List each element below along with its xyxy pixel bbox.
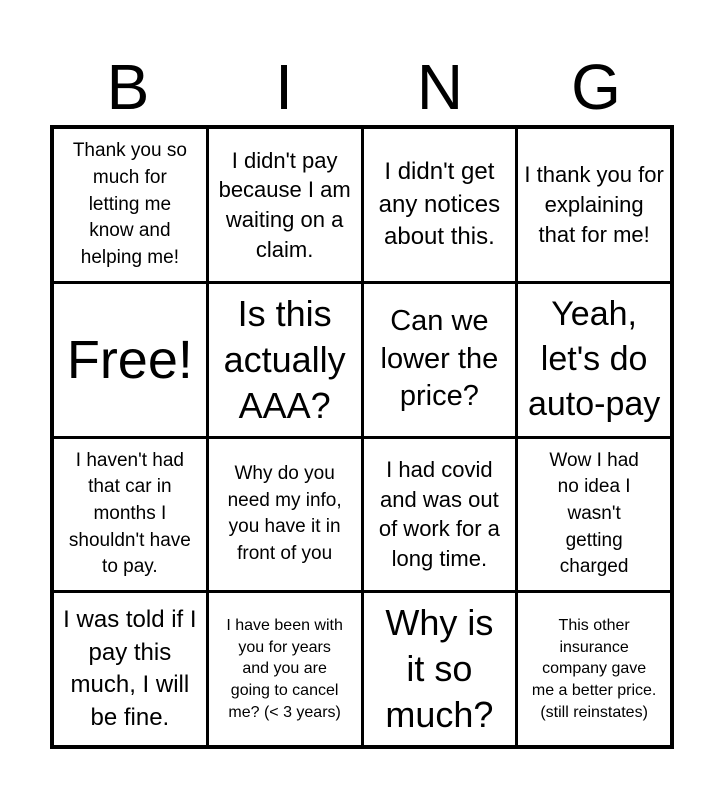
header-letter-i: I — [275, 51, 293, 123]
header-letter-b: B — [106, 51, 150, 123]
cell-text: I have been with you for years and you are going to cancel me? (< 3 years) — [226, 617, 343, 721]
bingo-cell-r2-c1[interactable] — [54, 284, 206, 436]
cell-text: Is this actually AAA? — [223, 292, 346, 426]
bingo-cell-r4-c2[interactable] — [209, 593, 361, 745]
bingo-cell-r1-c1[interactable] — [54, 129, 206, 281]
cell-text: Why do you need my info, you have it in front of you — [227, 463, 342, 564]
cell-text: This other insurance company gave me a better price.(still reinstates) — [531, 617, 657, 721]
bingo-cell-r1-c3[interactable] — [364, 129, 516, 281]
cell-text: I haven't had that car in months I shouldn't have to pay. — [68, 449, 191, 578]
bingo-cell-r4-c4[interactable] — [518, 593, 670, 745]
header-letter-g: G — [571, 51, 621, 123]
cell-text: I had covid and was out of work for a long time. — [378, 457, 500, 572]
cell-text: Yeah, let's do auto-pay — [527, 295, 661, 424]
bingo-header — [50, 52, 674, 122]
bingo-cell-r2-c4[interactable] — [518, 284, 670, 436]
bingo-cell-r2-c2[interactable] — [209, 284, 361, 436]
bingo-cell-r2-c3[interactable] — [364, 284, 516, 436]
bingo-cell-r3-c3[interactable] — [364, 439, 516, 591]
cell-text: I thank you for explaining that for me! — [524, 162, 664, 247]
bingo-cell-r3-c4[interactable] — [518, 439, 670, 591]
bingo-cell-r1-c4[interactable] — [518, 129, 670, 281]
bingo-cell-r3-c2[interactable] — [209, 439, 361, 591]
cell-text: I didn't get any notices about this. — [378, 158, 501, 251]
bingo-cell-r1-c2[interactable] — [209, 129, 361, 281]
cell-text: Can we lower the price? — [380, 305, 499, 413]
cell-text: I didn't pay because I am waiting on a claim. — [218, 147, 351, 262]
cell-text: Thank you so much for letting me know and helping me! — [72, 140, 187, 268]
cell-text: Why is it so much? — [385, 602, 494, 736]
bingo-cell-r4-c1[interactable] — [54, 593, 206, 745]
cell-text: I was told if I pay this much, I will be fine. — [63, 606, 197, 731]
bingo-cell-r4-c3[interactable] — [364, 593, 516, 745]
free-space: Free! — [66, 329, 193, 390]
bingo-board — [50, 125, 674, 749]
cell-text: Wow I had no idea I wasn't getting charged — [549, 449, 639, 578]
header-letter-n: N — [416, 51, 464, 123]
bingo-cell-r3-c1[interactable] — [54, 439, 206, 591]
